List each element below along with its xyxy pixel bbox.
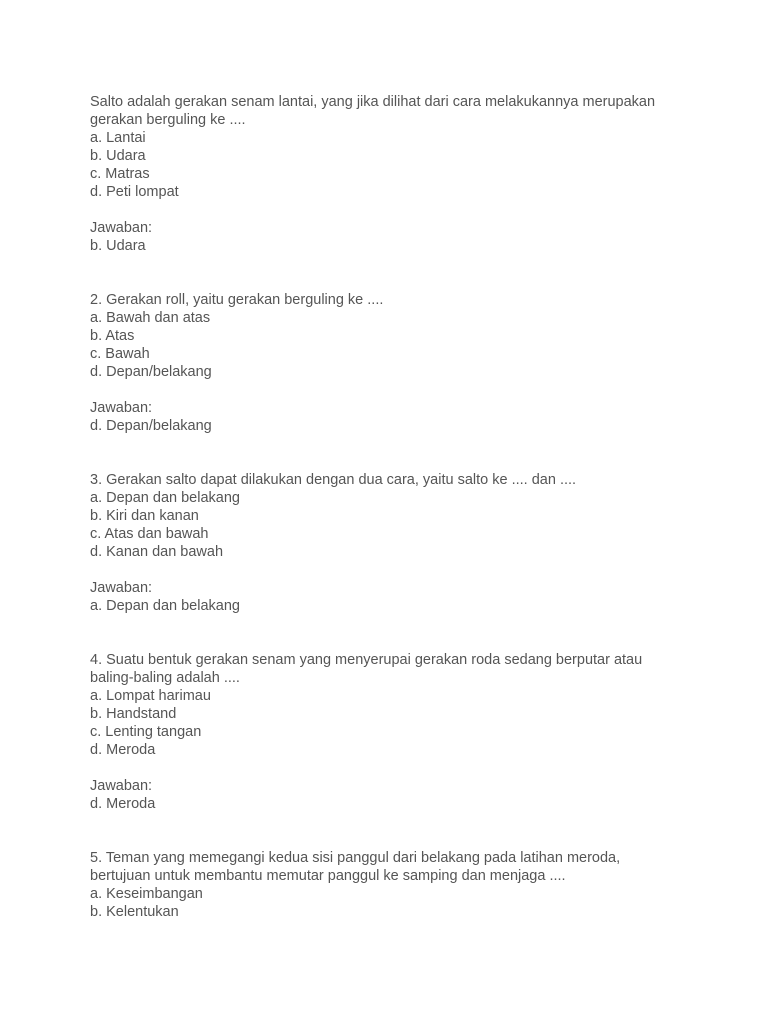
question-text: Salto adalah gerakan senam lantai, yang jika dilihat dari cara melakukannya merupakan (90, 94, 656, 110)
answer-text: a. Depan dan belakang (90, 598, 240, 614)
answer-label: Jawaban: (90, 220, 153, 236)
answer-text: d. Meroda (90, 796, 156, 812)
answer-option: a. Depan dan belakang (90, 490, 240, 506)
question-text: 5. Teman yang memegangi kedua sisi panggul dari belakang pada latihan meroda, (90, 850, 621, 866)
answer-option: d. Meroda (90, 742, 156, 758)
answer-option: a. Lompat harimau (90, 688, 211, 704)
document-page (90, 93, 730, 921)
answer-label: Jawaban: (90, 778, 153, 794)
answer-option: b. Handstand (90, 706, 177, 722)
question-block (90, 651, 730, 813)
answer-label: Jawaban: (90, 400, 153, 416)
question-block (90, 471, 730, 615)
answer-option: c. Bawah (90, 346, 150, 362)
answer-option: b. Udara (90, 148, 146, 164)
question-text: gerakan berguling ke .... (90, 112, 246, 128)
question-block (90, 93, 730, 255)
question-text: 3. Gerakan salto dapat dilakukan dengan dua cara, yaitu salto ke .... dan .... (90, 472, 577, 488)
question-block (90, 291, 730, 435)
answer-option: a. Keseimbangan (90, 886, 203, 902)
answer-option: b. Atas (90, 328, 135, 344)
question-block (90, 849, 730, 921)
answer-text: b. Udara (90, 238, 146, 254)
answer-text: d. Depan/belakang (90, 418, 212, 434)
answer-option: b. Kelentukan (90, 904, 179, 920)
question-text: 4. Suatu bentuk gerakan senam yang menyerupai gerakan roda sedang berputar atau (90, 652, 643, 668)
answer-option: c. Lenting tangan (90, 724, 202, 740)
answer-option: a. Bawah dan atas (90, 310, 211, 326)
answer-label: Jawaban: (90, 580, 153, 596)
answer-option: d. Kanan dan bawah (90, 544, 224, 560)
answer-option: a. Lantai (90, 130, 146, 146)
answer-option: c. Matras (90, 166, 150, 182)
question-text: baling-baling adalah .... (90, 670, 240, 686)
answer-option: d. Depan/belakang (90, 364, 212, 380)
question-text: bertujuan untuk membantu memutar panggul ke samping dan menjaga .... (90, 868, 566, 884)
answer-option: d. Peti lompat (90, 184, 179, 200)
answer-option: c. Atas dan bawah (90, 526, 209, 542)
question-text: 2. Gerakan roll, yaitu gerakan berguling ke .... (90, 292, 384, 308)
answer-option: b. Kiri dan kanan (90, 508, 199, 524)
